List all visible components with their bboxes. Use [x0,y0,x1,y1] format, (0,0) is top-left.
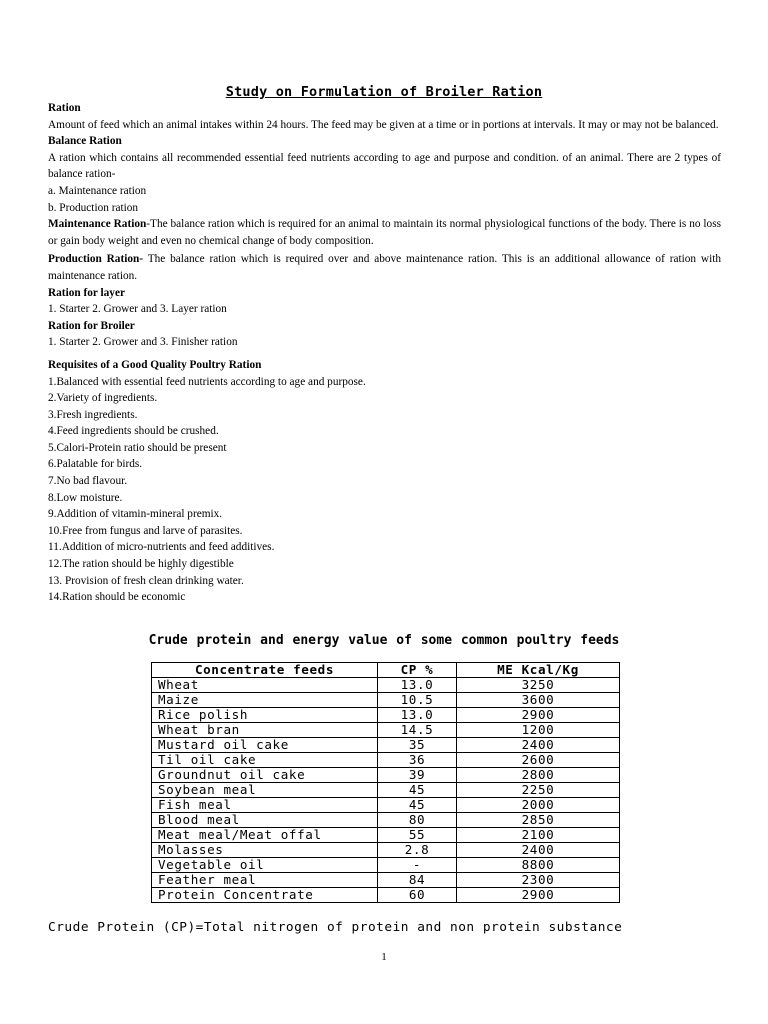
cp-cell: 45 [378,783,457,798]
list-item: 9.Addition of vitamin-mineral premix. [48,508,223,521]
cp-cell: 14.5 [378,723,457,738]
cp-cell: 45 [378,798,457,813]
list-item: 5.Calori-Protein ratio should be present [48,441,227,454]
me-cell: 2250 [457,783,620,798]
me-cell: 2100 [457,828,620,843]
table-row [152,858,620,873]
feed-name-cell: Groundnut oil cake [152,768,378,783]
cp-cell: 60 [378,888,457,903]
list-item: 13. Provision of fresh clean drinking water. [48,574,244,587]
production-ration-paragraph [48,251,721,284]
me-cell: 3250 [457,678,620,693]
list-item: 3.Fresh ingredients. [48,408,138,421]
cp-cell: 35 [378,738,457,753]
list-item: 7.No bad flavour. [48,475,128,488]
requisites-heading: Requisites of a Good Quality Poultry Ration [48,358,262,371]
me-cell: 2300 [457,873,620,888]
list-item: 6.Palatable for birds. [48,458,143,471]
feed-name-cell: Maize [152,693,378,708]
me-cell: 2900 [457,708,620,723]
feed-name-cell: Fish meal [152,798,378,813]
broiler-ration-text: 1. Starter 2. Grower and 3. Finisher ration [48,336,238,349]
cp-cell: 55 [378,828,457,843]
me-cell: 2850 [457,813,620,828]
maintenance-ration-paragraph [48,216,721,249]
feed-name-cell: Soybean meal [152,783,378,798]
feed-name-cell: Vegetable oil [152,858,378,873]
table-row [152,813,620,828]
list-item: 4.Feed ingredients should be crushed. [48,425,219,438]
maintenance-ration-text: -The balance ration which is required for an animal to maintain its normal physiological functions of the body. There is no loss or gain body weight and even no chemical change of body composition. [48,218,721,247]
list-item: 12.The ration should be highly digestible [48,558,234,571]
column-header-feed: Concentrate feeds [152,663,378,678]
table-row [152,798,620,813]
cp-cell: 13.0 [378,678,457,693]
feed-name-cell: Mustard oil cake [152,738,378,753]
balance-ration-definition: A ration which contains all recommended essential feed nutrients according to age and purpose and condition. of an animal. There are 2 types of balance ration- [48,151,721,181]
feed-name-cell: Til oil cake [152,753,378,768]
feed-name-cell: Molasses [152,843,378,858]
feed-name-cell: Protein Concentrate [152,888,378,903]
table-row [152,768,620,783]
table-row [152,828,620,843]
me-cell: 1200 [457,723,620,738]
crude-protein-note: Crude Protein (CP)=Total nitrogen of protein and non protein substance [48,920,623,935]
me-cell: 3600 [457,693,620,708]
list-item: 14.Ration should be economic [48,591,186,604]
feed-name-cell: Blood meal [152,813,378,828]
me-cell: 2600 [457,753,620,768]
cp-cell: 39 [378,768,457,783]
list-item: 2.Variety of ingredients. [48,392,158,405]
cp-cell: 13.0 [378,708,457,723]
feed-name-cell: Wheat bran [152,723,378,738]
feed-name-cell: Rice polish [152,708,378,723]
table-row [152,723,620,738]
production-ration-label: Production Ration- [48,253,144,266]
maintenance-ration-label: Maintenance Ration [48,218,147,231]
feed-name-cell: Wheat [152,678,378,693]
cp-cell: - [378,858,457,873]
table-row [152,753,620,768]
feed-name-cell: Meat meal/Meat offal [152,828,378,843]
table-row [152,693,620,708]
me-cell: 8800 [457,858,620,873]
me-cell: 2900 [457,888,620,903]
list-item: 11.Addition of micro-nutrients and feed additives. [48,541,275,554]
me-cell: 2000 [457,798,620,813]
table-row [152,783,620,798]
me-cell: 2400 [457,738,620,753]
balance-type-b: b. Production ration [48,201,139,214]
column-header-me: ME Kcal/Kg [457,663,620,678]
balance-type-a: a. Maintenance ration [48,184,147,197]
ration-definition: Amount of feed which an animal intakes within 24 hours. The feed may be given at a time or in portions at intervals. It may or may not be balanced. [48,118,719,131]
ration-heading: Ration [48,102,81,114]
page-number: 1 [381,951,387,963]
cp-cell: 10.5 [378,693,457,708]
layer-ration-heading: Ration for layer [48,286,125,299]
feed-name-cell: Feather meal [152,873,378,888]
cp-cell: 84 [378,873,457,888]
balance-ration-heading: Balance Ration [48,135,122,148]
document-body [48,100,721,606]
table-body [152,678,620,903]
page-title: Study on Formulation of Broiler Ration [225,84,543,100]
table-row [152,843,620,858]
list-item: 8.Low moisture. [48,491,123,504]
feeds-table [151,662,620,903]
table-title: Crude protein and energy value of some common poultry feeds [148,633,620,648]
list-item: 10.Free from fungus and larve of parasites. [48,524,243,537]
cp-cell: 36 [378,753,457,768]
cp-cell: 80 [378,813,457,828]
me-cell: 2400 [457,843,620,858]
requisites-list [48,374,721,606]
production-ration-text: The balance ration which is required over and above maintenance ration. This is an additional allowance of ration with maintenance ration. [48,253,722,282]
cp-cell: 2.8 [378,843,457,858]
column-header-cp: CP % [378,663,457,678]
table-header-row [152,663,620,678]
table-row [152,873,620,888]
me-cell: 2800 [457,768,620,783]
table-row [152,888,620,903]
list-item: 1.Balanced with essential feed nutrients according to age and purpose. [48,375,366,388]
table-row [152,738,620,753]
layer-ration-text: 1. Starter 2. Grower and 3. Layer ration [48,303,227,316]
table-row [152,678,620,693]
table-row [152,708,620,723]
broiler-ration-heading: Ration for Broiler [48,319,135,332]
